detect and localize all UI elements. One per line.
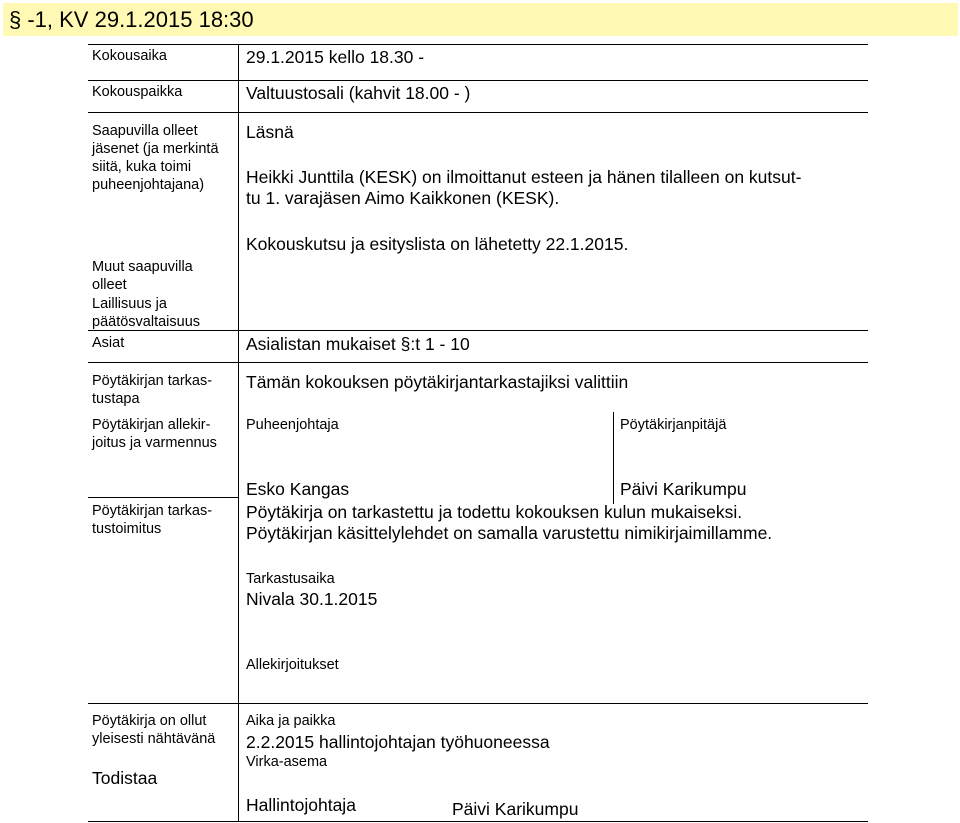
- rule-review: [88, 497, 238, 498]
- signature-label: Pöytäkirjan allekir- joitus ja varmennus: [92, 417, 217, 451]
- review-text: Pöytäkirja on tarkastettu ja todettu kokouksen kulun mukaiseksi. Pöytäkirjan käsittelylehdet on samalla varustettu nimikirjaimillamme.: [246, 502, 773, 543]
- invitation-note: Kokouskutsu ja esityslista on lähetetty 22.1.2015.: [246, 234, 629, 254]
- others-label: Muut saapuvilla olleet: [92, 259, 193, 293]
- rule-bottom: [88, 821, 868, 822]
- secretary-title: Pöytäkirjanpitäjä: [620, 417, 727, 433]
- rule-place: [88, 80, 868, 81]
- present-label: Läsnä: [246, 122, 294, 142]
- rule-display: [88, 703, 868, 704]
- rule-review-method: [88, 362, 868, 363]
- position-value: Hallintojohtaja: [246, 795, 356, 815]
- review-method-label: Pöytäkirjan tarkas- tustapa: [92, 373, 213, 407]
- substitute-note: Heikki Junttila (KESK) on ilmoittanut esteen ja hänen tilalleen on kutsut- tu 1. varajäsen Aimo Kaikkonen (KESK).: [246, 167, 802, 208]
- secretary-name: Päivi Karikumpu: [620, 479, 747, 499]
- display-label: Pöytäkirja on ollut yleisesti nähtävänä: [92, 713, 216, 747]
- matters-value: Asialistan mukaiset §:t 1 - 10: [246, 334, 470, 354]
- meeting-place-value: Valtuustosali (kahvit 18.00 - ): [246, 83, 471, 103]
- rule-top: [88, 44, 868, 45]
- signatures-label: Allekirjoitukset: [246, 657, 339, 673]
- review-date-value: Nivala 30.1.2015: [246, 589, 378, 609]
- rule-matters: [88, 330, 868, 331]
- column-divider: [238, 44, 239, 821]
- review-label: Pöytäkirjan tarkas- tustoimitus: [92, 503, 213, 537]
- chair-title: Puheenjohtaja: [246, 417, 339, 433]
- matters-label: Asiat: [92, 335, 125, 351]
- certify-label: Todistaa: [92, 768, 158, 788]
- section-header: [3, 3, 958, 36]
- review-method-value: Tämän kokouksen pöytäkirjantarkastajiksi valittiin: [246, 372, 629, 392]
- meeting-place-label: Kokouspaikka: [92, 84, 183, 100]
- attendees-label: Saapuvilla olleet jäsenet (ja merkintä siitä, kuka toimi puheenjohtajana): [92, 123, 219, 193]
- signer-name: Päivi Karikumpu: [452, 799, 579, 819]
- section-title: § -1, KV 29.1.2015 18:30: [9, 7, 254, 32]
- chair-name: Esko Kangas: [246, 479, 350, 499]
- signature-divider: [613, 412, 614, 504]
- meeting-time-label: Kokousaika: [92, 48, 167, 64]
- time-place-value: 2.2.2015 hallintojohtajan työhuoneessa: [246, 732, 550, 752]
- rule-attendees: [88, 112, 868, 113]
- quorum-label: Laillisuus ja päätösvaltaisuus: [92, 296, 201, 330]
- position-label: Virka-asema: [246, 754, 328, 770]
- meeting-time-value: 29.1.2015 kello 18.30 -: [246, 47, 425, 67]
- time-place-label: Aika ja paikka: [246, 713, 336, 729]
- review-date-label: Tarkastusaika: [246, 571, 335, 587]
